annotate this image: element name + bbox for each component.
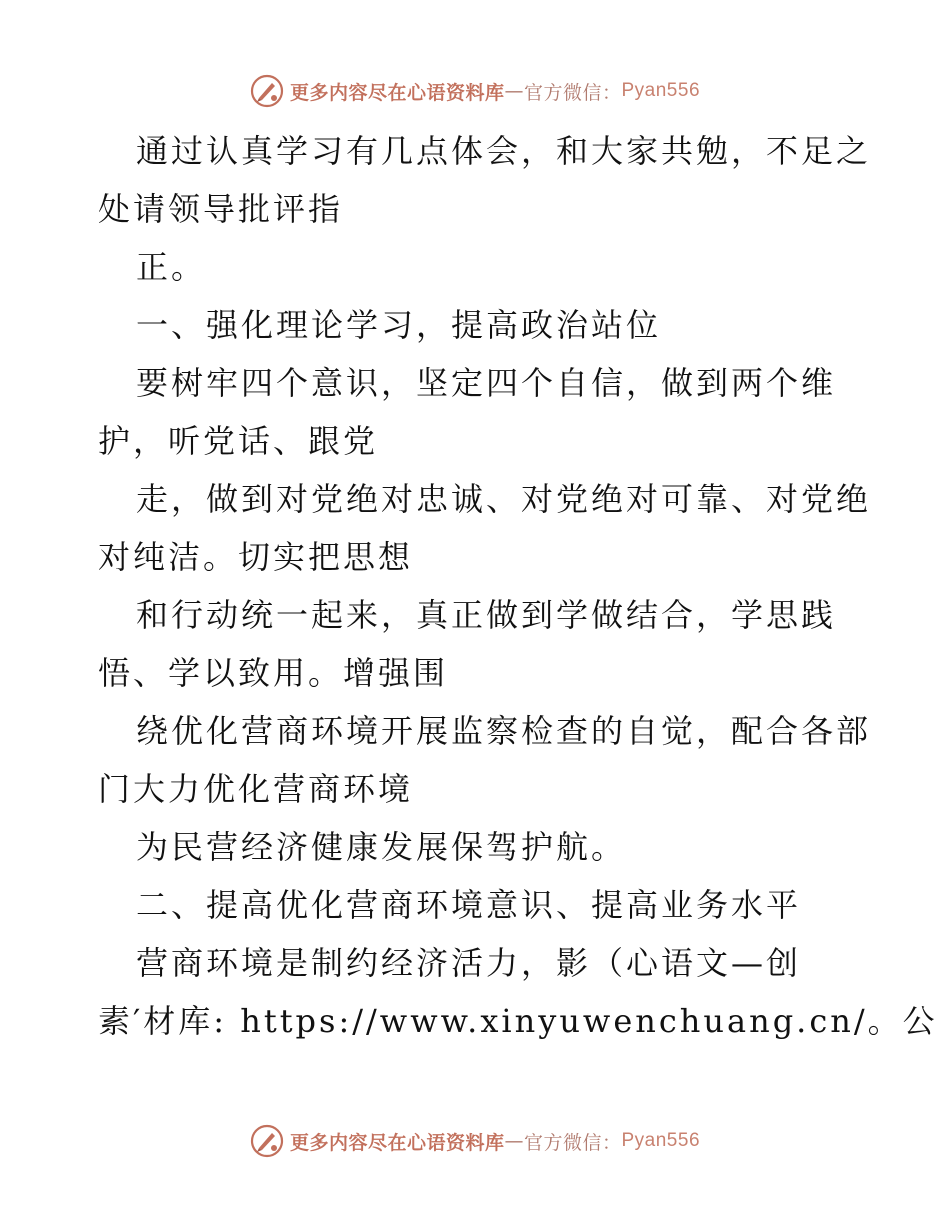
text-line: 为民营经济健康发展保驾护航。	[136, 828, 627, 866]
text-line: 走，做到对党绝对忠诚、对党绝对可靠、对党绝	[136, 480, 872, 518]
text-line: 对纯洁。切实把思想	[98, 538, 414, 576]
document-body	[98, 122, 938, 1050]
quill-logo-icon	[250, 74, 284, 108]
watermark-separator: —	[504, 1130, 524, 1152]
text-line: 门大力优化营商环境	[98, 770, 414, 808]
watermark-brand: 更多内容尽在心语资料库	[289, 1131, 505, 1154]
watermark-brand: 更多内容尽在心语资料库	[289, 81, 505, 104]
text-line: 要树牢四个意识，坚定四个自信，做到两个维	[136, 364, 837, 402]
footer-watermark	[0, 1124, 950, 1158]
text-line: 护，听党话、跟党	[98, 422, 379, 460]
text-line: 一、强化理论学习，提高政治站位	[136, 306, 662, 344]
text-line: 和行动统一起来，真正做到学做结合，学思践	[136, 596, 837, 634]
text-line: 处请领导批评指	[98, 190, 344, 228]
text-line: 绕优化营商环境开展监察检查的自觉，配合各部	[136, 712, 872, 750]
quill-logo-icon	[250, 1124, 284, 1158]
text-line: 素′材库: https://www.xinyuwenchuang.cn/。公	[98, 1002, 938, 1040]
text-line: 营商环境是制约经济活力，影（心语文—创	[136, 944, 802, 982]
watermark-wechat-label: 官方微信：	[523, 1131, 622, 1154]
text-line: 正。	[136, 248, 207, 286]
text-line: 悟、学以致用。增强围	[98, 654, 449, 692]
header-watermark	[0, 74, 950, 108]
text-line: 通过认真学习有几点体会，和大家共勉，不足之	[136, 132, 872, 170]
watermark-wechat-label: 官方微信：	[523, 81, 622, 104]
text-line: 二、提高优化营商环境意识、提高业务水平	[136, 886, 802, 924]
watermark-account: Pyan556	[621, 1130, 701, 1151]
watermark-separator: —	[504, 80, 524, 102]
watermark-account: Pyan556	[621, 80, 701, 101]
